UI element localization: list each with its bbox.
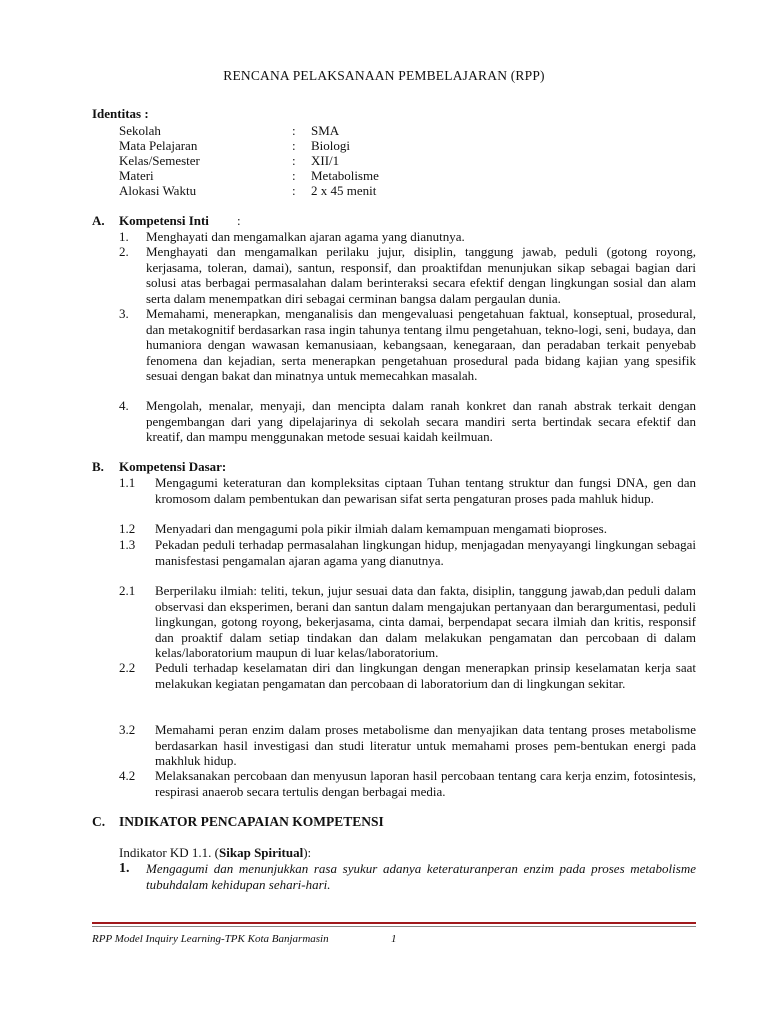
list-item-text: Memahami peran enzim dalam proses metabolisme dan menyajikan data tentang proses metabolisme berdasarkan hasil investigasi dan studi literatur untuk memahami proses pem-bentukan energi pada makhluk hidup.	[155, 722, 696, 768]
indikator-line	[119, 845, 311, 861]
identitas-value: 2 x 45 menit	[311, 183, 377, 198]
list-item-number: 1.1	[119, 475, 136, 490]
identitas-sep: :	[292, 153, 296, 168]
list-item-text: Menyadari dan mengagumi pola pikir ilmiah dalam kemampuan mengamati bioproses.	[155, 521, 607, 536]
identitas-label: Mata Pelajaran	[119, 138, 198, 153]
list-item-text: Mengagumi keteraturan dan kompleksitas ciptaan Tuhan tentang struktur dan fungsi DNA, gen dan kromosom dalam pembentukan dan pewarisan sifat serta pengaturan proses pada mahluk hidup.	[155, 475, 696, 506]
footer-separator-red	[92, 922, 696, 924]
page-number: 1	[391, 933, 397, 945]
section-b-letter: B.	[92, 459, 104, 474]
list-item-text: Melaksanakan percobaan dan menyusun laporan hasil percobaan tentang cara kerja enzim, fotosintesis, respirasi anaerob secara tertulis dengan berbagai media.	[155, 768, 696, 799]
identitas-value: XII/1	[311, 153, 340, 168]
identitas-sep: :	[292, 183, 296, 198]
list-item-number: 3.	[119, 306, 129, 321]
footer-text: RPP Model Inquiry Learning-TPK Kota Banjarmasin	[92, 933, 329, 945]
indikator-suffix: ):	[303, 845, 312, 860]
identitas-label: Alokasi Waktu	[119, 183, 197, 198]
section-c-letter: C.	[92, 814, 106, 829]
list-item-text: Mengagumi dan menunjukkan rasa syukur adanya keteraturanperan enzim pada proses metabolisme tubuhdalam kehidupan sehari-hari.	[146, 861, 696, 892]
list-item-text: Pekadan peduli terhadap permasalahan lingkungan hidup, menjagadan menyayangi lingkungan sebagai manisfestasi pengamalan ajaran agama yang dianutnya.	[155, 537, 696, 568]
page-title: RENCANA PELAKSANAAN PEMBELAJARAN (RPP)	[223, 68, 545, 83]
list-item-number: 4.2	[119, 768, 136, 783]
identitas-label: Sekolah	[119, 123, 161, 138]
list-item-text: Mengolah, menalar, menyaji, dan mencipta dalam ranah konkret dan ranah abstrak terkait dengan pengembangan dari yang dipelajarinya di sekolah secara mandiri serta bertindak secara efektif dan kreatif, dan mampu menggunakan metode sesuai kaidah keilmuan.	[146, 398, 696, 444]
list-item-number: 1.	[119, 861, 130, 876]
section-a-heading: Kompetensi Inti	[119, 213, 209, 228]
section-a-colon: :	[237, 213, 241, 228]
identitas-value: SMA	[311, 123, 340, 138]
list-item-number: 2.2	[119, 660, 136, 675]
identitas-sep: :	[292, 138, 296, 153]
list-item-text: Berperilaku ilmiah: teliti, tekun, jujur sesuai data dan fakta, disiplin, tanggung jawab,dan peduli dalam observasi dan eksperimen, berani dan santun dalam mengajukan pertanyaan dan berargumentasi, peduli lingkungan, gotong royong, bekerjasama, cinta damai, berpendapat secara ilmiah dan kritis, responsif dan proaktif dalam setiap tindakan dan dalam melakukan pengamatan dan percobaan di dalam kelas/laboratorium maupun di luar kelas/laboratorium.	[155, 583, 696, 660]
identitas-label: Materi	[119, 168, 154, 183]
list-item-text: Memahami, menerapkan, menganalisis dan mengevaluasi pengetahuan faktual, konseptual, prosedural, dan metakognitif berdasarkan rasa ingin tahunya tentang ilmu pengetahuan, tekno-logi, seni, budaya, dan humaniora dengan wawasan kemanusiaan, kebangsaan, kenegaraan, dan peradaban terkait penyebab fenomena dan kejadian, serta menerapkan pengetahuan prosedural pada bidang kajian yang spesifik sesuai dengan bakat dan minatnya untuk memecahkan masalah.	[146, 306, 696, 383]
section-a-letter: A.	[92, 213, 105, 228]
identitas-value: Biologi	[311, 138, 351, 153]
list-item-number: 3.2	[119, 722, 136, 737]
list-item-number: 2.1	[119, 583, 136, 598]
section-c-heading: INDIKATOR PENCAPAIAN KOMPETENSI	[119, 814, 384, 829]
indikator-prefix: Indikator KD 1.1. (	[119, 845, 220, 860]
list-item-number: 4.	[119, 398, 129, 413]
identitas-heading: Identitas :	[92, 106, 149, 121]
list-item-number: 2.	[119, 244, 129, 259]
indikator-bold: Sikap Spiritual	[219, 845, 304, 860]
list-item-number: 1.	[119, 229, 129, 244]
list-item-text: Peduli terhadap keselamatan diri dan lingkungan dengan menerapkan prinsip keselamatan kerja saat melakukan kegiatan pengamatan dan percobaan di laboratorium dan di lingkungan sekitar.	[155, 660, 696, 691]
list-item-text: Menghayati dan mengamalkan ajaran agama yang dianutnya.	[146, 229, 465, 244]
identitas-sep: :	[292, 168, 296, 183]
section-b-heading: Kompetensi Dasar:	[119, 459, 227, 474]
identitas-sep: :	[292, 123, 296, 138]
list-item-text: Menghayati dan mengamalkan perilaku jujur, disiplin, tanggung jawab, peduli (gotong royong, kerjasama, toleran, damai), santun, responsif, dan proaktifdan menunjukan sikap sebagai bagian dari solusi atas berbagai permasalahan dalam berinteraksi secara efektif dengan lingkungan sosial dan alam serta dalam menempatkan diri sebagai cerminan bangsa dalam pergaulan dunia.	[146, 244, 696, 306]
list-item-number: 1.2	[119, 521, 136, 536]
identitas-value: Metabolisme	[311, 168, 379, 183]
list-item-number: 1.3	[119, 537, 136, 552]
identitas-label: Kelas/Semester	[119, 153, 200, 168]
footer-separator-gray	[92, 926, 696, 927]
